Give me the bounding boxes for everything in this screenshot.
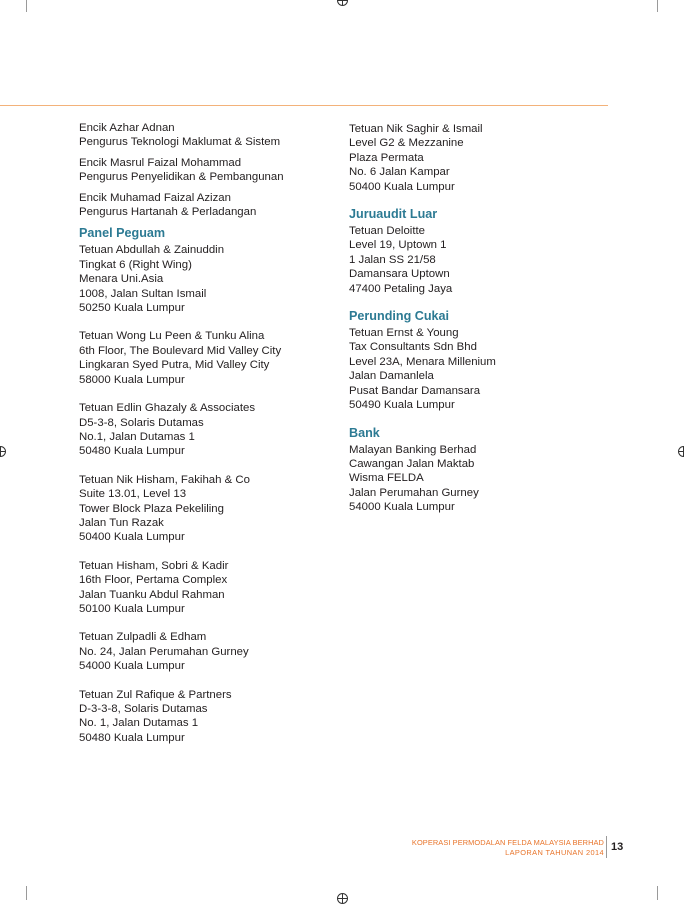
firm-line: Tetuan Abdullah & Zainuddin (79, 244, 225, 257)
firm-line: No. 24, Jalan Perumahan Gurney (79, 645, 249, 658)
law-firm-entry (79, 243, 329, 315)
firm-line: Tetuan Wong Lu Peen & Tunku Alina (79, 330, 265, 343)
staff-entry (79, 121, 329, 150)
auditor-line: Tetuan Deloitte (349, 225, 425, 238)
law-firm-entry (79, 630, 329, 673)
firm-line: 1008, Jalan Sultan Ismail (79, 287, 207, 300)
firm-line: D-3-3-8, Solaris Dutamas (79, 703, 208, 715)
bank-entry (349, 443, 599, 515)
firm-line: 16th Floor, Pertama Complex (79, 574, 228, 587)
staff-title: Pengurus Penyelidikan & Pembangunan (79, 171, 284, 184)
firm-line: 54000 Kuala Lumpur (79, 660, 185, 673)
firm-line: 50480 Kuala Lumpur (79, 445, 185, 458)
auditor-line: 47400 Petaling Jaya (349, 282, 453, 295)
firm-line: Tetuan Nik Hisham, Fakihah & Co (79, 473, 250, 486)
footer-report-title: LAPORAN TAHUNAN 2014 (505, 848, 604, 857)
bank-heading: Bank (349, 425, 380, 440)
firm-line: Tetuan Zulpadli & Edham (79, 631, 207, 644)
auditor-entry (349, 224, 599, 296)
left-column (79, 121, 329, 759)
staff-name: Encik Masrul Faizal Mohammad (79, 156, 242, 169)
firm-line: Jalan Tun Razak (79, 516, 164, 529)
staff-name: Encik Muhamad Faizal Azizan (79, 191, 231, 204)
bank-line: Wisma FELDA (349, 472, 424, 485)
right-column (349, 122, 599, 529)
staff-name: Encik Azhar Adnan (79, 122, 175, 134)
firm-line: 50400 Kuala Lumpur (79, 531, 185, 544)
staff-entry (79, 191, 329, 220)
tax-consultant-line: Jalan Damanlela (349, 370, 434, 383)
firm-line: Level G2 & Mezzanine (349, 137, 464, 150)
crop-mark-bottom-left (26, 886, 27, 900)
page-number: 13 (611, 841, 624, 853)
bank-line: Cawangan Jalan Maktab (349, 457, 475, 470)
staff-title: Pengurus Teknologi Maklumat & Sistem (79, 136, 281, 149)
auditor-line: Damansara Uptown (349, 268, 450, 281)
auditor-line: 1 Jalan SS 21/58 (349, 253, 436, 266)
registration-mark-bottom-icon (337, 893, 348, 904)
law-firm-entry (79, 329, 329, 387)
tax-consultant-entry (349, 326, 599, 412)
auditor-line: Level 19, Uptown 1 (349, 239, 447, 252)
firm-line: Tetuan Zul Rafique & Partners (79, 688, 232, 701)
firm-line: Menara Uni.Asia (79, 273, 164, 286)
firm-line: 50250 Kuala Lumpur (79, 302, 185, 315)
panel-peguam-heading: Panel Peguam (79, 226, 166, 241)
law-firm-entry (79, 401, 329, 459)
top-divider-rule (0, 105, 608, 106)
firm-line: 6th Floor, The Boulevard Mid Valley City (79, 344, 282, 357)
registration-mark-right-icon (678, 446, 684, 457)
firm-line: No. 1, Jalan Dutamas 1 (79, 717, 199, 730)
registration-mark-top-icon (337, 0, 348, 6)
crop-mark-bottom-right (657, 886, 658, 900)
firm-line: Tetuan Nik Saghir & Ismail (349, 123, 483, 135)
firm-line: Lingkaran Syed Putra, Mid Valley City (79, 359, 270, 372)
bank-line: Jalan Perumahan Gurney (349, 486, 479, 499)
bank-line: 54000 Kuala Lumpur (349, 501, 455, 514)
firm-line: No. 6 Jalan Kampar (349, 166, 450, 179)
firm-line: 58000 Kuala Lumpur (79, 373, 185, 386)
registration-mark-left-icon (0, 446, 6, 457)
firm-line: Jalan Tuanku Abdul Rahman (79, 588, 225, 601)
firm-line: 50400 Kuala Lumpur (349, 180, 455, 193)
firm-line: Tingkat 6 (Right Wing) (79, 258, 192, 271)
firm-line: No.1, Jalan Dutamas 1 (79, 430, 195, 443)
firm-line: Tetuan Edlin Ghazaly & Associates (79, 402, 256, 415)
staff-entry (79, 156, 329, 185)
firm-line: 50480 Kuala Lumpur (79, 731, 185, 744)
tax-consultant-line: 50490 Kuala Lumpur (349, 399, 455, 412)
tax-consultant-line: Tetuan Ernst & Young (349, 327, 459, 340)
firm-line: 50100 Kuala Lumpur (79, 602, 185, 615)
firm-line: Plaza Permata (349, 151, 424, 164)
law-firm-entry (79, 688, 329, 746)
perunding-cukai-heading: Perunding Cukai (349, 309, 450, 324)
bank-line: Malayan Banking Berhad (349, 443, 477, 456)
tax-consultant-line: Level 23A, Menara Millenium (349, 355, 496, 368)
footer-separator (606, 836, 607, 858)
firm-line: Tower Block Plaza Pekeliling (79, 502, 224, 515)
crop-mark-top-right (657, 0, 658, 12)
law-firm-entry (349, 122, 599, 194)
footer-organization: KOPERASI PERMODALAN FELDA MALAYSIA BERHAD (411, 838, 604, 847)
crop-mark-top-left (26, 0, 27, 12)
firm-line: D5-3-8, Solaris Dutamas (79, 416, 204, 429)
tax-consultant-line: Tax Consultants Sdn Bhd (349, 341, 477, 354)
tax-consultant-line: Pusat Bandar Damansara (349, 384, 481, 397)
firm-line: Suite 13.01, Level 13 (79, 488, 187, 501)
law-firm-entry (79, 559, 329, 617)
juruaudit-luar-heading: Juruaudit Luar (349, 207, 438, 222)
staff-title: Pengurus Hartanah & Perladangan (79, 206, 257, 219)
firm-line: Tetuan Hisham, Sobri & Kadir (79, 559, 229, 572)
law-firm-entry (79, 473, 329, 545)
page-footer (412, 838, 604, 858)
